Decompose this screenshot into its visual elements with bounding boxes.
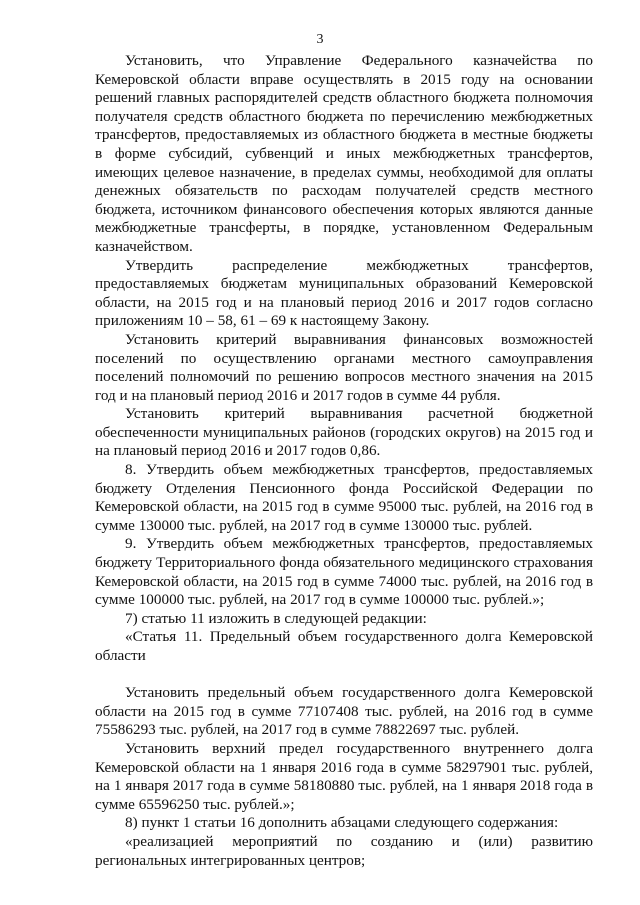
paragraph-districts-criterion: Установить критерий выравнивания расчетной бюджетной обеспеченности муниципальных районов (городских округов) на 2015 год и на плановый период 2016 и 2017 годов 0,86. [95,405,593,460]
paragraph-debt-upper-limit: Установить верхний предел государственного внутреннего долга Кемеровской области на 1 января 2016 года в сумме 58297901 тыс. рублей, на 1 января 2017 года в сумме 58180880 тыс. рублей, на 1 января 2018 года в сумме 65596250 тыс. рублей.»; [95,739,593,813]
paragraph-debt-limit: Установить предельный объем государственного долга Кемеровской области на 2015 год в сумме 77107408 тыс. рублей, на 2016 год в сумме 75586293 тыс. рублей, на 2017 год в сумме 78822697 тыс. рублей. [95,684,593,739]
document-body [95,52,593,870]
paragraph-pension-fund-transfers: 8. Утвердить объем межбюджетных трансфертов, предоставляемых бюджету Отделения Пенсионного фонда Российской Федерации по Кемеровской области, на 2015 год в сумме 95000 тыс. рублей, на 2016 год в сумме 130000 тыс. рублей, на 2017 год в сумме 130000 тыс. рублей. [95,461,593,534]
paragraph-transfers-distribution: Утвердить распределение межбюджетных трансфертов, предоставляемых бюджетам муниципальных образований Кемеровской области, на 2015 год и на плановый период 2016 и 2017 годов согласно приложениям 10 – 58, 61 – 69 к настоящему Закону. [95,256,593,330]
paragraph-treasury-powers: Установить, что Управление Федерального казначейства по Кемеровской области вправе осуществлять в 2015 году на основании решений главных распорядителей средств областного бюджета полномочия получателя средств областного бюджета по перечислению межбюджетных трансфертов, предоставляемых из областного бюджета в местные бюджеты в форме субсидий, субвенций и иных межбюджетных трансфертов, имеющих целевое назначение, в пределах суммы, необходимой для оплаты денежных обязательств по расходам получателей средств местного бюджета, источником финансового обеспечения которых являются данные межбюджетные трансферты, в порядке, установленном Федеральным казначейством. [95,52,593,255]
paragraph-medical-insurance-transfers: 9. Утвердить объем межбюджетных трансфертов, предоставляемых бюджету Территориального фонда обязательного медицинского страхования Кемеровской области, на 2015 год в сумме 74000 тыс. рублей, на 2016 год в сумме 100000 тыс. рублей, на 2017 год в сумме 100000 тыс. рублей.»; [95,535,593,609]
paragraph-integrated-centers: «реализацией мероприятий по созданию и (или) развитию региональных интегрированных центров; [95,832,593,869]
paragraph-settlements-criterion: Установить критерий выравнивания финансовых возможностей поселений по осуществлению органами местного самоуправления поселений полномочий по решению вопросов местного значения на 2015 год и на плановый период 2016 и 2017 годов в сумме 44 рубля. [95,330,593,404]
article-11-heading: «Статья 11. Предельный объем государственного долга Кемеровской области [95,628,593,664]
paragraph-article-11-amendment: 7) статью 11 изложить в следующей редакции: [125,609,427,627]
paragraph-article-16-amendment: 8) пункт 1 статьи 16 дополнить абзацами следующего содержания: [125,814,559,832]
page-number: 3 [316,32,324,47]
